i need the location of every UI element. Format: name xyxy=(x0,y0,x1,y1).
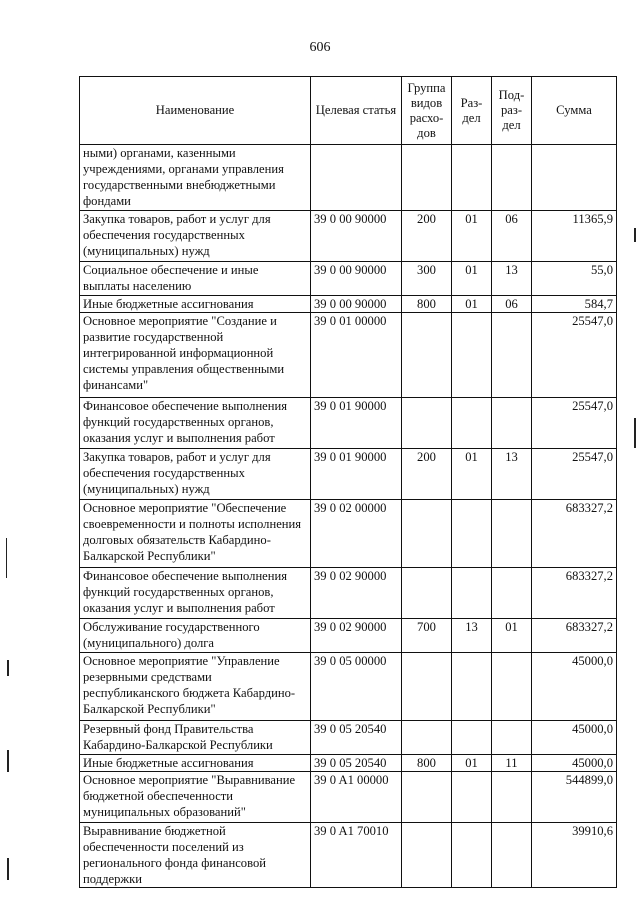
cell-name: Закупка товаров, работ и услуг для обеспечения государственных (муниципальных) нужд xyxy=(80,449,311,500)
page-number: 606 xyxy=(309,40,331,55)
cell-subsection xyxy=(492,721,532,755)
cell-name: Иные бюджетные ассигнования xyxy=(80,296,311,313)
cell-section: 01 xyxy=(452,755,492,772)
cell-target: 39 0 00 90000 xyxy=(311,211,402,262)
cell-target: 39 0 05 20540 xyxy=(311,721,402,755)
cell-section xyxy=(452,313,492,398)
table-row xyxy=(80,211,617,262)
cell-amount: 584,7 xyxy=(532,296,617,313)
cell-section: 01 xyxy=(452,262,492,296)
header-section: Раз-дел xyxy=(452,77,492,145)
cell-subsection: 01 xyxy=(492,619,532,653)
header-group: Группа видов расхо-дов xyxy=(402,77,452,145)
cell-subsection xyxy=(492,772,532,823)
cell-target: 39 0 00 90000 xyxy=(311,296,402,313)
cell-subsection: 13 xyxy=(492,262,532,296)
cell-amount xyxy=(532,145,617,211)
scan-mark xyxy=(634,228,636,242)
cell-amount: 11365,9 xyxy=(532,211,617,262)
cell-name: Основное мероприятие "Выравнивание бюджетной обеспеченности муниципальных образований" xyxy=(80,772,311,823)
cell-name: ными) органами, казенными учреждениями, органами управления государственными внебюджетными фондами xyxy=(80,145,311,211)
table-row xyxy=(80,296,617,313)
cell-amount: 683327,2 xyxy=(532,619,617,653)
scan-mark xyxy=(7,660,9,676)
cell-subsection xyxy=(492,313,532,398)
cell-section xyxy=(452,398,492,449)
cell-group xyxy=(402,721,452,755)
cell-group xyxy=(402,145,452,211)
cell-section xyxy=(452,721,492,755)
cell-target xyxy=(311,145,402,211)
cell-group: 300 xyxy=(402,262,452,296)
cell-name: Финансовое обеспечение выполнения функций государственных органов, оказания услуг и выполнения работ xyxy=(80,398,311,449)
cell-group: 700 xyxy=(402,619,452,653)
cell-name: Финансовое обеспечение выполнения функций государственных органов, оказания услуг и выполнения работ xyxy=(80,568,311,619)
header-subsection: Под-раз-дел xyxy=(492,77,532,145)
cell-section: 01 xyxy=(452,449,492,500)
cell-target: 39 0 01 00000 xyxy=(311,313,402,398)
cell-group: 800 xyxy=(402,296,452,313)
table-row xyxy=(80,653,617,721)
cell-section xyxy=(452,772,492,823)
cell-subsection: 06 xyxy=(492,296,532,313)
cell-group xyxy=(402,653,452,721)
scan-mark xyxy=(634,418,636,448)
cell-section: 13 xyxy=(452,619,492,653)
scan-mark xyxy=(6,538,7,578)
cell-amount: 25547,0 xyxy=(532,449,617,500)
cell-subsection: 06 xyxy=(492,211,532,262)
header-target: Целевая статья xyxy=(311,77,402,145)
cell-amount: 25547,0 xyxy=(532,313,617,398)
cell-subsection xyxy=(492,823,532,888)
cell-section xyxy=(452,653,492,721)
cell-group: 200 xyxy=(402,211,452,262)
cell-amount: 39910,6 xyxy=(532,823,617,888)
cell-target: 39 0 01 90000 xyxy=(311,398,402,449)
cell-subsection xyxy=(492,500,532,568)
cell-section xyxy=(452,823,492,888)
cell-target: 39 0 02 90000 xyxy=(311,619,402,653)
header-name: Наименование xyxy=(80,77,311,145)
cell-amount: 683327,2 xyxy=(532,500,617,568)
cell-target: 39 0 02 00000 xyxy=(311,500,402,568)
cell-group xyxy=(402,772,452,823)
cell-amount: 45000,0 xyxy=(532,653,617,721)
cell-amount: 45000,0 xyxy=(532,755,617,772)
table-header-row xyxy=(80,77,617,145)
table-row xyxy=(80,313,617,398)
table-row xyxy=(80,398,617,449)
cell-subsection xyxy=(492,398,532,449)
cell-amount: 683327,2 xyxy=(532,568,617,619)
cell-section: 01 xyxy=(452,296,492,313)
cell-name: Основное мероприятие "Создание и развитие государственной интегрированной информационной системы управления общественными финансами" xyxy=(80,313,311,398)
cell-target: 39 0 05 20540 xyxy=(311,755,402,772)
cell-target: 39 0 02 90000 xyxy=(311,568,402,619)
cell-section: 01 xyxy=(452,211,492,262)
table-row xyxy=(80,772,617,823)
cell-subsection xyxy=(492,145,532,211)
table-row xyxy=(80,449,617,500)
cell-name: Выравнивание бюджетной обеспеченности поселений из регионального фонда финансовой поддержки xyxy=(80,823,311,888)
table-row xyxy=(80,145,617,211)
scan-mark xyxy=(7,750,9,772)
cell-target: 39 0 A1 70010 xyxy=(311,823,402,888)
cell-subsection xyxy=(492,568,532,619)
cell-group xyxy=(402,313,452,398)
cell-name: Закупка товаров, работ и услуг для обеспечения государственных (муниципальных) нужд xyxy=(80,211,311,262)
cell-group xyxy=(402,823,452,888)
cell-section xyxy=(452,500,492,568)
scan-mark xyxy=(7,858,9,880)
table-row xyxy=(80,619,617,653)
cell-name: Обслуживание государственного (муниципального) долга xyxy=(80,619,311,653)
cell-amount: 55,0 xyxy=(532,262,617,296)
table-row xyxy=(80,568,617,619)
cell-subsection: 13 xyxy=(492,449,532,500)
cell-group xyxy=(402,568,452,619)
cell-name: Социальное обеспечение и иные выплаты населению xyxy=(80,262,311,296)
cell-group: 800 xyxy=(402,755,452,772)
cell-target: 39 0 A1 00000 xyxy=(311,772,402,823)
table-row xyxy=(80,755,617,772)
cell-target: 39 0 05 00000 xyxy=(311,653,402,721)
budget-table xyxy=(79,76,617,888)
cell-section xyxy=(452,145,492,211)
cell-target: 39 0 00 90000 xyxy=(311,262,402,296)
cell-name: Иные бюджетные ассигнования xyxy=(80,755,311,772)
table-row xyxy=(80,500,617,568)
cell-group: 200 xyxy=(402,449,452,500)
cell-group xyxy=(402,398,452,449)
cell-group xyxy=(402,500,452,568)
cell-name: Основное мероприятие "Управление резервными средствами республиканского бюджета Кабардино-Балкарской Республики" xyxy=(80,653,311,721)
table-row xyxy=(80,721,617,755)
header-amount: Сумма xyxy=(532,77,617,145)
cell-subsection xyxy=(492,653,532,721)
table-row xyxy=(80,823,617,888)
cell-amount: 25547,0 xyxy=(532,398,617,449)
cell-amount: 544899,0 xyxy=(532,772,617,823)
cell-name: Основное мероприятие "Обеспечение своевременности и полноты исполнения долговых обязательств Кабардино-Балкарской Республики" xyxy=(80,500,311,568)
cell-name: Резервный фонд Правительства Кабардино-Балкарской Республики xyxy=(80,721,311,755)
cell-section xyxy=(452,568,492,619)
table-row xyxy=(80,262,617,296)
cell-subsection: 11 xyxy=(492,755,532,772)
cell-amount: 45000,0 xyxy=(532,721,617,755)
cell-target: 39 0 01 90000 xyxy=(311,449,402,500)
